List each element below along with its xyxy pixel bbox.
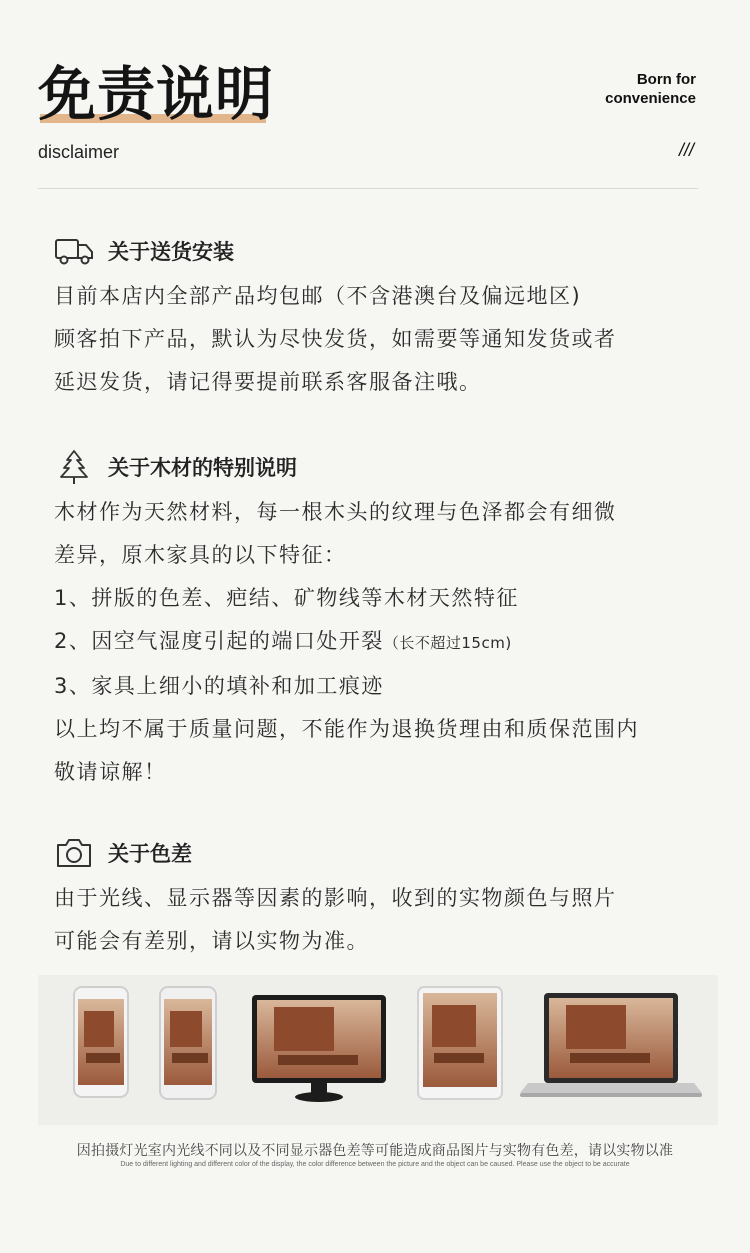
section-body bbox=[54, 877, 734, 963]
body-line: 顾客拍下产品，默认为尽快发货，如需要等通知发货或者 bbox=[54, 327, 617, 351]
header-divider bbox=[38, 188, 698, 189]
device-comparison-illustration bbox=[38, 975, 718, 1125]
illustration-caption: 因拍摄灯光室内光线不同以及不同显示器色差等可能造成商品图片与实物有色差，请以实物以准 bbox=[76, 1143, 674, 1159]
page-subtitle: disclaimer bbox=[38, 142, 120, 162]
phone-1-icon bbox=[74, 987, 128, 1097]
truck-icon bbox=[54, 234, 94, 268]
tree-icon bbox=[54, 450, 94, 484]
section-delivery bbox=[54, 234, 734, 404]
laptop-icon bbox=[520, 993, 702, 1097]
tablet-icon bbox=[418, 987, 502, 1099]
page-title: 免责说明 bbox=[38, 60, 275, 128]
body-line-text: 2、因空气湿度引起的端口处开裂 bbox=[54, 629, 384, 653]
body-line: 以上均不属于质量问题，不能作为退换货理由和质保范围内 bbox=[54, 717, 639, 741]
decorative-slashes: /// bbox=[678, 140, 694, 160]
body-line: 1、拼版的色差、疤结、矿物线等木材天然特征 bbox=[54, 586, 519, 610]
section-title: 关于木材的特别说明 bbox=[108, 456, 297, 480]
body-line bbox=[54, 620, 734, 665]
section-title: 关于色差 bbox=[108, 842, 192, 866]
crack-length-note: （长不超过15cm) bbox=[383, 634, 512, 652]
tagline-line-2: convenience bbox=[605, 90, 696, 107]
section-body bbox=[54, 491, 734, 794]
section-header bbox=[54, 836, 734, 870]
section-wood bbox=[54, 450, 734, 794]
monitor-icon bbox=[252, 995, 386, 1102]
tagline-line-1: Born for bbox=[636, 71, 696, 88]
body-line: 可能会有差别，请以实物为准。 bbox=[54, 929, 369, 953]
section-header bbox=[54, 450, 734, 484]
section-header bbox=[54, 234, 734, 268]
camera-icon bbox=[54, 836, 94, 870]
body-line: 由于光线、显示器等因素的影响，收到的实物颜色与照片 bbox=[54, 886, 617, 910]
body-line: 差异，原木家具的以下特征： bbox=[54, 543, 347, 567]
body-line: 目前本店内全部产品均包邮（不含港澳台及偏远地区) bbox=[54, 284, 582, 308]
tagline bbox=[605, 70, 696, 108]
phone-2-icon bbox=[160, 987, 216, 1099]
section-body bbox=[54, 275, 734, 404]
illustration-caption-english: Due to different lighting and different color of the display, the color difference between the picture and the object can be caused. Please use the object to be accurate bbox=[120, 1161, 630, 1168]
section-color-difference bbox=[54, 836, 734, 963]
body-line: 3、家具上细小的填补和加工痕迹 bbox=[54, 674, 384, 698]
section-title: 关于送货安装 bbox=[108, 240, 234, 264]
title-block bbox=[38, 58, 274, 130]
body-line: 延迟发货，请记得要提前联系客服备注哦。 bbox=[54, 370, 482, 394]
body-line: 木材作为天然材料，每一根木头的纹理与色泽都会有细微 bbox=[54, 500, 617, 524]
body-line: 敬请谅解！ bbox=[54, 760, 167, 784]
